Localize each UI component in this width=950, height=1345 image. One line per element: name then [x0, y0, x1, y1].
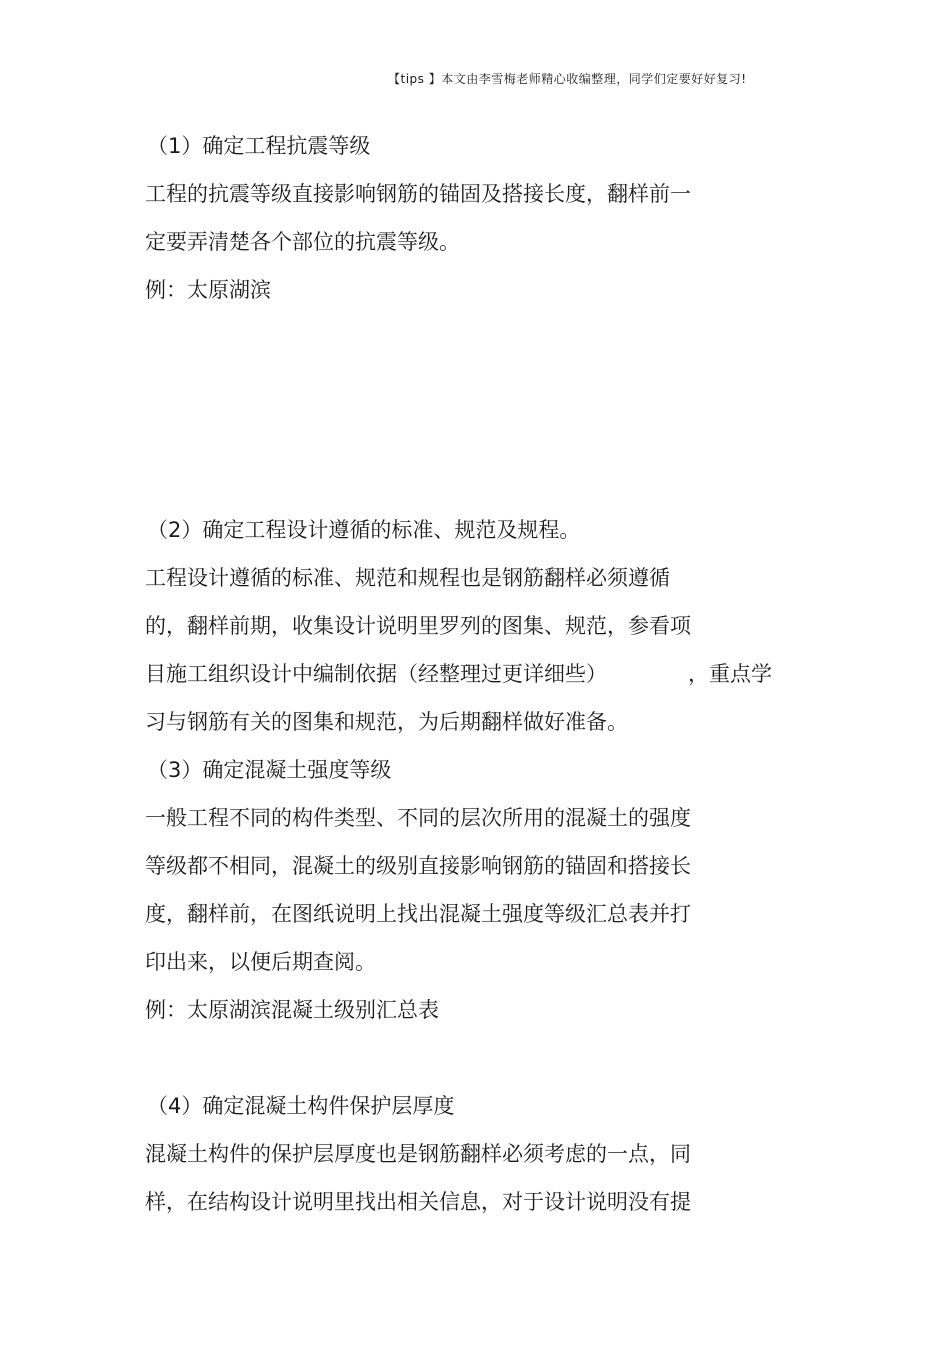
section-2-line-2: 的，翻样前期，收集设计说明里罗列的图集、规范，参看项 — [145, 614, 691, 638]
header-note: 【tips 】本文由李雪梅老师精心收编整理，同学们定要好好复习! — [388, 72, 747, 86]
section-1-line-2: 定要弄清楚各个部位的抗震等级。 — [145, 230, 460, 254]
section-3-line-3: 度，翻样前，在图纸说明上找出混凝土强度等级汇总表并打 — [145, 902, 691, 926]
section-2-heading: （2）确定工程设计遵循的标准、规范及规程。 — [147, 518, 581, 542]
section-1-example: 例：太原湖滨 — [145, 278, 271, 302]
section-2-line-4: 习与钢筋有关的图集和规范，为后期翻样做好准备。 — [145, 710, 628, 734]
section-4-line-1: 混凝土构件的保护层厚度也是钢筋翻样必须考虑的一点，同 — [145, 1142, 691, 1166]
section-2-line-1: 工程设计遵循的标准、规范和规程也是钢筋翻样必须遵循 — [145, 566, 670, 590]
section-2-line-3-tail: ，重点学 — [688, 662, 772, 686]
section-4-heading: （4）确定混凝土构件保护层厚度 — [147, 1094, 455, 1118]
section-3-line-1: 一般工程不同的构件类型、不同的层次所用的混凝土的强度 — [145, 806, 691, 830]
section-1-line-1: 工程的抗震等级直接影响钢筋的锚固及搭接长度，翻样前一 — [145, 182, 691, 206]
section-4-line-2: 样，在结构设计说明里找出相关信息，对于设计说明没有提 — [145, 1190, 691, 1214]
section-3-line-4: 印出来，以便后期查阅。 — [145, 950, 376, 974]
section-3-heading: （3）确定混凝土强度等级 — [147, 758, 392, 782]
section-3-example: 例：太原湖滨混凝土级别汇总表 — [145, 998, 439, 1022]
section-1-heading: （1）确定工程抗震等级 — [147, 134, 371, 158]
section-3-line-2: 等级都不相同，混凝土的级别直接影响钢筋的锚固和搭接长 — [145, 854, 691, 878]
section-2-line-3: 目施工组织设计中编制依据（经整理过更详细些） — [145, 662, 607, 686]
